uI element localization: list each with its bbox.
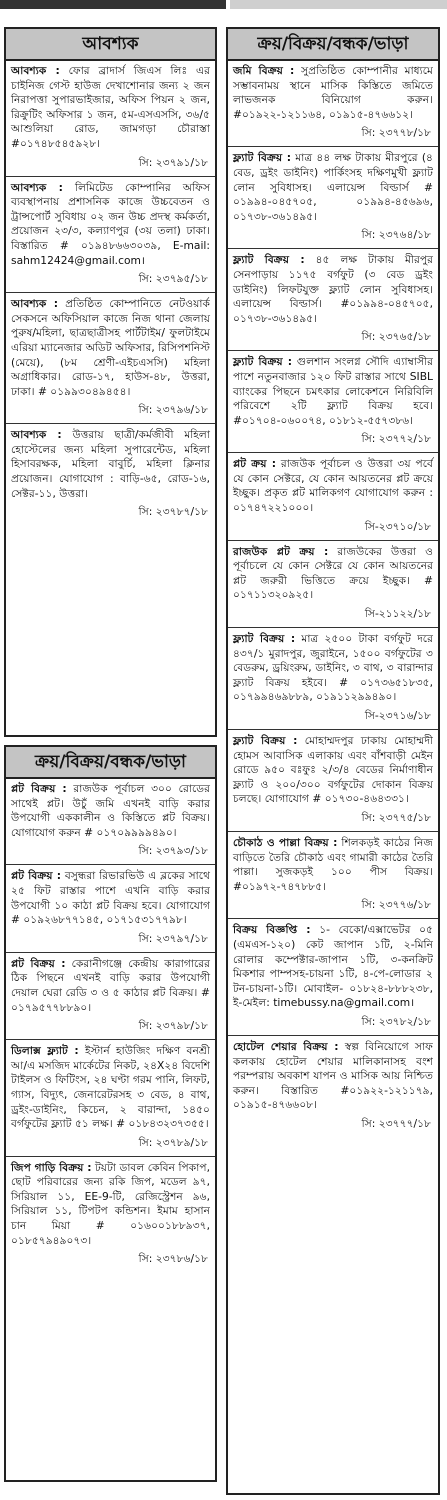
ad-category: প্লট বিক্রয় : bbox=[11, 869, 62, 883]
ad-body: গুলশান সংলগ্ন সৌদি এ্যাম্বাসীর পাশে নতুনবাজার ১২০ ফিট রাস্তার সাথে SIBL ব্যাংকের পিছনে চমৎকার লোকেশনে নিরিবিলি পরিবেশে ২টি ফ্ল্যাট বিক্রয় হবে। #০১৭০৪-০৬০০৭৪, ০১৮১২-৫৫৭৩৮৬। bbox=[233, 355, 433, 427]
ad-reference: সি: ২৩৭৮৯/১৮ bbox=[138, 1135, 208, 1149]
classified-ad bbox=[11, 957, 210, 1015]
ad-reference: সি: ২৩৭৯৬/১৮ bbox=[138, 403, 208, 417]
top-rule-dark bbox=[0, 0, 226, 9]
ad-body: রাজউক পূর্বাচল ও উত্তরা ৩য় পর্বে যে কোন সেক্টরে, যে কোন আয়তনের প্লট ক্রয়ে ইচ্ছুক। প্রকৃত প্লট মালিকগণ যোগাযোগ করুন : ০১৭৪৭২২১০০০। bbox=[233, 457, 433, 515]
ad-divider bbox=[228, 452, 438, 453]
ad-reference: সি: ২৩৭৭২/১৮ bbox=[361, 432, 431, 446]
classified-ad bbox=[233, 923, 433, 1011]
buy-sell-column-left bbox=[4, 745, 217, 1482]
ad-category: প্লট বিক্রয় : bbox=[11, 782, 67, 795]
ad-divider bbox=[6, 292, 215, 293]
ad-reference: সি: ২৩৭৭৬/১৮ bbox=[361, 898, 431, 912]
ad-divider bbox=[228, 1035, 438, 1036]
classified-ad bbox=[11, 1044, 210, 1132]
ad-body: লিমিটেড কোম্পানির অফিস ব্যবস্থাপনায় প্রশাসনিক কাজে উচ্চবেতন ও ট্রান্সপোর্ট সুবিধায় ০২ জন উচ্চ প্রদস্থ কর্মকর্তা, প্রয়োজন ২৩/৩, কল্যাণপুর (৩য় তলা) ঢাকা। বিস্তারিত # ০১৯৪৮৬৬৩০৩৯, E-mail: sahm12424@gmail.com। bbox=[11, 180, 210, 267]
ad-category: আবশ্যক : bbox=[11, 180, 63, 194]
section-header: ক্রয়/বিক্রয়/বন্ধক/ভাড়া bbox=[228, 29, 438, 61]
ad-reference: সি: ২৩৭৭৮/১৮ bbox=[361, 126, 431, 140]
ad-divider bbox=[6, 952, 215, 953]
ad-category: আবশ্যক : bbox=[11, 297, 59, 311]
ad-reference: সি: ২৩৭৭৭/১৮ bbox=[361, 1116, 431, 1130]
ad-body: উত্তরায় ছাত্রী/কর্মজীবী মহিলা হোস্টেলের জন্য মহিলা সুপারেন্টেড, মহিলা হিসাবরক্ষক, মহিলা বাবুর্চি, মহিলা ক্লিনার প্রয়োজন। যোগাযোগ : বাড়ি-৬৫, রোড-১৬, সেক্টর-১১, উত্তরা। bbox=[11, 428, 210, 500]
ad-divider bbox=[228, 146, 438, 147]
ad-divider bbox=[228, 831, 438, 832]
ad-body: ৪৫ লক্ষ টাকায় মীরপুর সেনপাড়ায় ১১৭৫ বর্গফুট (৩ বেড ড্রইং ডাইনিং) লিফটযুক্ত ফ্ল্যাট লোন সুবিধাসহ। এলায়েন্স বিল্ডার্স। #০১৯৯৪-০৪৫৭০৫, ০১৭৩৮-৩৬১৪৯৫। bbox=[233, 253, 433, 325]
ad-reference: সি-২৩৭১৬/১৮ bbox=[364, 709, 431, 722]
ad-reference: সি: ২৩৭৯৩/১৮ bbox=[138, 844, 208, 858]
classified-ad bbox=[233, 1040, 433, 1113]
ad-category: জিপ গাড়ি বিক্রয় : bbox=[11, 1160, 92, 1174]
ad-category: চৌকাঠ ও পাল্লা বিক্রয় : bbox=[233, 835, 338, 849]
wanted-column bbox=[4, 27, 217, 737]
ad-reference: সি: ২৩৭৯৮/১৮ bbox=[138, 1019, 208, 1033]
ad-reference: সি-২৩৭১০/১৮ bbox=[364, 519, 431, 533]
ad-reference: সি: ২৩৭৮৭/১৮ bbox=[138, 505, 208, 519]
ad-category: রাজউক প্লট ক্রয় : bbox=[233, 544, 329, 558]
ad-reference: সি-২১১২২/১৮ bbox=[364, 607, 431, 621]
ad-category: ফ্ল্যাট বিক্রয় : bbox=[233, 355, 293, 369]
ad-body: রাজউক পূর্বাচল ৩০০ রোডের সাথেই প্লট। উচুঁ জমি এখনই বাড়ি করার উপযোগী এককালীন ও কিস্তিতে প্লট বিক্রয়। যোগাযোগ করুন # ০১৭০৯৯৯৯৪৯০। bbox=[11, 782, 210, 839]
section-header: আবশ্যক bbox=[6, 29, 215, 61]
classified-ad bbox=[233, 457, 433, 515]
ad-reference: সি: ২৩৭৭৫/১৮ bbox=[361, 810, 431, 824]
classified-ad bbox=[233, 836, 433, 894]
ad-body: ১- বেকো/এক্সাভেটর ০৫ (এমএস-১২০) কেট জাপান ১টি, ২-মিনি রোলার কম্পেক্টার-জাপান ১টি, ৩-কনক্রিট মিকশার পাম্পসহ-চায়না ১টি, ৪-পে-লোডার ২ টন-চায়না-১টি। মোবাইল- ০১৮২৪-৮৮৮২৩৮, ই-মেইল: timebussy.na@gmail.com। bbox=[233, 923, 433, 1010]
ad-category: ফ্ল্যাট বিক্রয় : bbox=[233, 253, 305, 267]
ad-body: শিলকড়ই কাঠের নিজ বাড়িতে তৈরি চৌকাঠ এবং গামারী কাঠের তৈরি পাল্লা। সুজকড়ই ১০০ পীস বিক্রয়। #০১৯৭২-৭৪৭৮৮৫। bbox=[233, 835, 433, 893]
ad-divider bbox=[228, 540, 438, 541]
classified-ad bbox=[233, 545, 433, 603]
classified-ad bbox=[11, 869, 210, 927]
ad-category: প্লট বিক্রয় : bbox=[11, 956, 66, 970]
ad-divider bbox=[228, 918, 438, 919]
classified-ad bbox=[233, 151, 433, 224]
ad-body: কেরানীগঞ্জে কেন্দ্রীয় কারাগারের ঠিক পিছনে এখনই বাড়ি করার উপযোগী দেয়াল ঘেরা রেডি ৩ ও ৫ কাঠার প্লট বিক্রয়। # ০১৭৯৫৭৭৮৮৯০। bbox=[11, 956, 210, 1014]
ad-body: ইস্টার্ন হাউজিং দক্ষিণ বনশ্রী আ/এ মসজিদ মার্কেটের নিকট, ২৪X২৪ বিদেশি টাইলস ও ফিটিংস, ২৪ ঘণ্টা গরম পানি, লিফট, গ্যাস, বিদ্যুৎ, জেনারেটরসহ ৩ বেড, ৪ বাথ, ড্রইং-ডাইনিং, কিচেন, ২ বারান্দা, ১৪৫০ বর্গফুটের ফ্ল্যাট ৫১ লক্ষ। # ০১৮৪৩২৩৭৩৫৫। bbox=[11, 1044, 210, 1131]
ad-body: মাত্র ২৫০০ টাকা বর্গফুট দরে ৪৩৭/১ মুরাদপুর, জুরাইনে, ১৫০০ বর্গফুটের ৩ বেডরুম, ড্রয়িংরুম, ডাইনিং, ৩ বাথ, ৩ বারান্দার ফ্ল্যাট বিক্রয় হইবে। # ০১৭৩৬৫১৮৩৫, ০১৭৯৯৪৬৯৮৮৯, ০১৯১১২৯৯৪৯০। bbox=[233, 632, 433, 704]
ad-reference: সি: ২৩৭৬৫/১৮ bbox=[361, 330, 431, 344]
classified-ad bbox=[11, 297, 210, 399]
classified-ad bbox=[11, 428, 210, 501]
ad-body: ফোর ব্রাদার্স জিএস লিঃ এর চাইনিজ গেস্ট হাউজ দেখাশোনার জন্য ২ জন নিরাপত্তা সুপারভাইজার, অফিস পিয়ন ২ জন, রিক্রুটিং অফিসার ১ জন, ৫ম-এসএসসি, ৩৬/৫ আশুলিয়া রোড, জামগড়া চৌরাস্তা #০১৭৪৮৫৪৫৯২৮। bbox=[11, 64, 210, 150]
ad-reference: সি: ২৩৭৮২/১৮ bbox=[361, 1014, 431, 1028]
ad-divider bbox=[228, 248, 438, 249]
ad-body: বসুন্ধরা রিভারভিউ এ ব্লকের সাথে ২৫ ফিট রাস্তার পাশে এখনি বাড়ি করার উপযোগী ১০ কাঠা প্লট বিক্রয় হবে। যোগাযোগ # ০১৯২৬৮৭৭১৪৫, ০১৭১৫৩১৭৭৯৮। bbox=[11, 869, 210, 927]
ad-body: টয়টা ডাবল কেবিন পিকাপ, ছোট পরিবারের জন্য রকি জিপ, মডেল ৯৭, সিরিয়াল ১১, EE-9-টি, রেজিস্ট্রেশন ৯৬, সিরিয়াল ১১, টিপটপ কন্ডিশন। ইমাম হাসান চান মিয়া # ০১৬০০১৮৮৯৩৭, ০১৮৫৭৯৪৯০৭৩। bbox=[11, 1160, 210, 1247]
classified-ad bbox=[233, 355, 433, 428]
ad-divider bbox=[6, 1039, 215, 1040]
ad-category: ডিলাক্স ফ্ল্যাট : bbox=[11, 1044, 79, 1058]
ad-divider bbox=[228, 627, 438, 628]
ad-body: স্বল্প বিনিয়োগে সাফ কলকায় হোটেল শেয়ার মালিকানাসহ বংশ পরম্পরায় অবকাশ যাপন ও মাসিক আয় নিশ্চিত করুন। বিস্তারিত #০১৯২২-১২১১৭৯, ০১৯১৫-৪৭৬৬০৮। bbox=[233, 1039, 433, 1112]
buy-sell-column-right bbox=[226, 27, 440, 1495]
classified-ad bbox=[11, 64, 210, 152]
ad-divider bbox=[6, 1156, 215, 1157]
ad-reference: সি: ২৩৭৯৭/১৮ bbox=[138, 931, 208, 945]
ad-body: রাজউকের উত্তরা ও পূর্বাচলে যে কোন সেক্টরে যে কোন আয়তনের প্লট জরুরী ভিত্তিতে ক্রয়ে ইচ্ছুক। # ০১৭১১৩২০৯২৫। bbox=[233, 544, 433, 602]
ad-body: সুপ্রতিষ্ঠিত কোম্পানীর মাধ্যমে সম্ভাবনাময় স্থানে মাসিক কিস্তিতে জমিতে লাভজনক বিনিয়োগ করুন। #০১৯২২-১২১১৬৪, ০১৯১৫-৪৭৬৬১২। bbox=[233, 64, 433, 121]
ad-category: ফ্ল্যাট বিক্রয় : bbox=[233, 632, 296, 646]
classified-ad bbox=[11, 782, 210, 840]
ad-category: হোটেল শেয়ার বিক্রয় : bbox=[233, 1039, 339, 1053]
ad-body: মোহাম্মদপুর ঢাকায় মোহাম্মদী হোমস আবাসিক এলাকায় এবং বাঁশবাড়ী মেইন রোডে ৯৫০ বঃফুঃ ২/৩/৪ বেডের নির্মাণাধীন ফ্ল্যাট ও ২০০/৩০০ বর্গফুটের দোকান বিক্রয় চলছে। যোগাযোগ # ০১৭৩০-৪৬৪৩৩১। bbox=[233, 734, 433, 806]
classified-ad bbox=[233, 632, 433, 705]
classified-ad bbox=[233, 734, 433, 807]
ad-reference: সি: ২৩৭৯১/১৮ bbox=[138, 155, 208, 169]
classified-ad bbox=[233, 64, 433, 122]
ad-category: আবশ্যক : bbox=[11, 428, 62, 442]
ad-category: ফ্ল্যাট বিক্রয় : bbox=[233, 734, 298, 747]
ad-category: ফ্ল্যাট বিক্রয় : bbox=[233, 151, 292, 165]
ad-category: বিক্রয় বিজ্ঞপ্তি : bbox=[233, 923, 311, 937]
ad-reference: সি: ২৩৭৮৬/১৮ bbox=[138, 1252, 208, 1266]
ad-body: প্রতিষ্ঠিত কোম্পানিতে নেটওয়ার্ক সেকসনে অফিসিয়াল কাজে নিজ থানা জেলায় পুরুষ/মহিলা, ছাত্রছাত্রীসহ পার্টটাইম/ ফুলটাইমে এরিয়া ম্যানেজার অডিট অফিসার, রিসিপশনিস্ট (মেয়ে), (৮ম শ্রেণী-এইচএসসি) মহিলা অগ্রাধিকার। রোড-১৭, হাউস-৪৮, উত্তরা, ঢাকা। # ০১৯৯৩০৪৯৪৫৪। bbox=[11, 297, 210, 398]
ad-category: প্লট ক্রয় : bbox=[233, 457, 276, 471]
section-header: ক্রয়/বিক্রয়/বন্ধক/ভাড়া bbox=[6, 747, 215, 779]
ad-divider bbox=[6, 176, 215, 177]
ad-reference: সি: ২৩৭৬৪/১৮ bbox=[361, 228, 431, 242]
top-rule bbox=[0, 0, 447, 9]
ad-divider bbox=[228, 350, 438, 351]
ad-reference: সি: ২৩৭৯৫/১৮ bbox=[138, 272, 208, 286]
ad-category: আবশ্যক : bbox=[11, 64, 60, 77]
ad-category: জমি বিক্রয় : bbox=[233, 64, 295, 77]
classified-ad bbox=[11, 181, 210, 269]
ad-body: মাত্র ৪৪ লক্ষ টাকায় মীরপুরে (৪ বেড, ড্রইং ডাইনিং) পার্কিংসহ দক্ষিণমুখী ফ্ল্যাট লোন সুবিধাসহ। এলায়েন্স বিল্ডার্স # ০১৯৯৪-০৪৫৭০৫, ০১৯৯৪-৪৫৬৯৬, ০১৭৩৮-৩৬১৪৯৫। bbox=[233, 151, 433, 223]
ad-divider bbox=[228, 729, 438, 730]
ad-divider bbox=[6, 423, 215, 424]
top-rule-light bbox=[230, 0, 447, 9]
classified-ad bbox=[233, 253, 433, 326]
classified-ad bbox=[11, 1161, 210, 1249]
ad-divider bbox=[6, 864, 215, 865]
